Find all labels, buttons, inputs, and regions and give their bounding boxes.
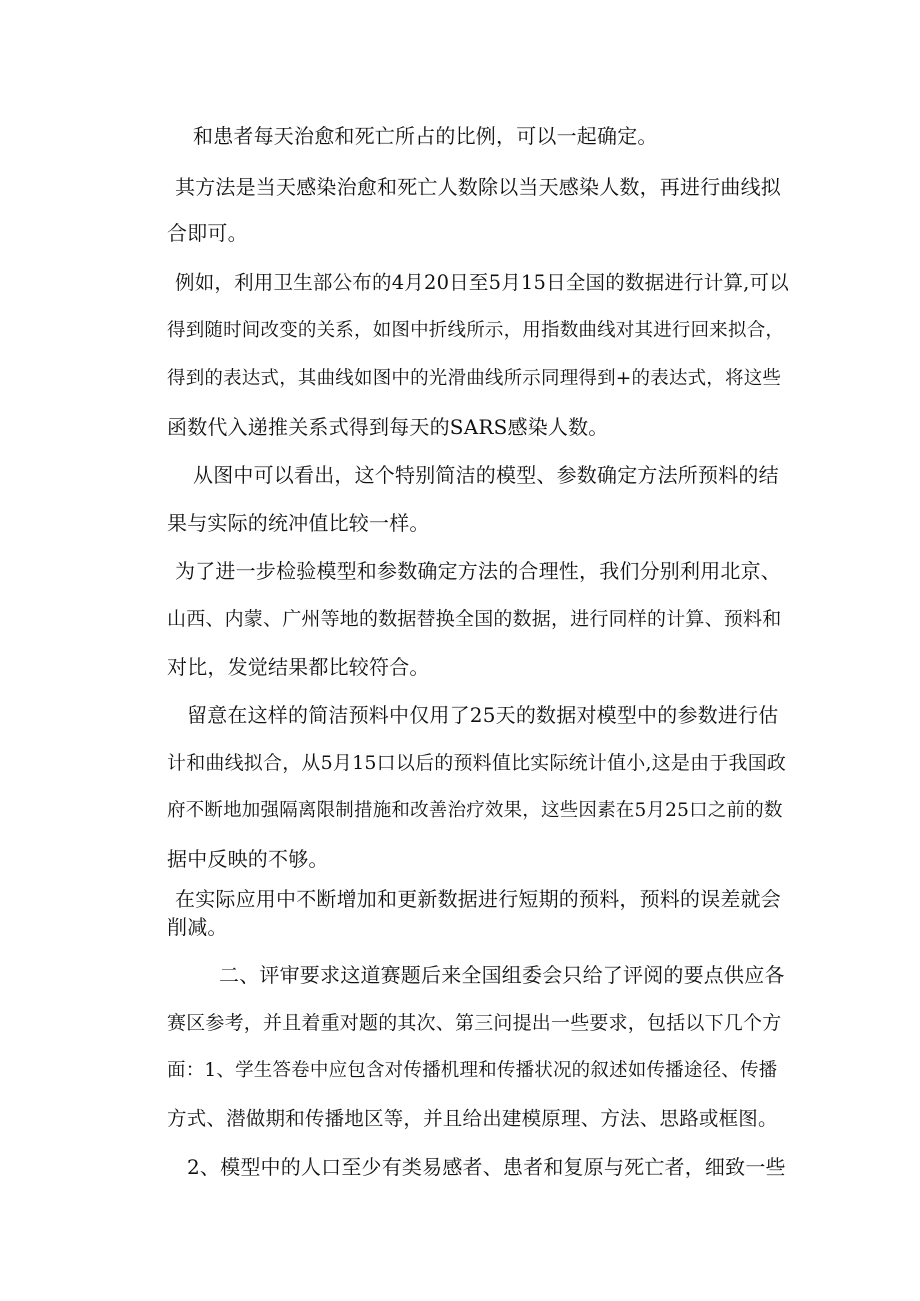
paragraph-3-line-0: 从图中可以看出，这个特别简洁的模型、参数确定方法所预料的结 <box>193 463 779 487</box>
paragraph-4-line-1: 山西、内蒙、广州等地的数据替换全国的数据，进行同样的计算、预料和 <box>167 608 782 630</box>
paragraph-5-line-2: 府不断地加强隔离限制措施和改善治疗效果，这些因素在5月25口之前的数 <box>167 800 783 821</box>
paragraph-4-line-0: 为了进一步检验模型和参数确定方法的合理性，我们分别利用北京、 <box>175 559 781 583</box>
paragraph-2-line-1: 得到随时间改变的关系，如图中折线所示，用指数曲线对其进行回来拟合， <box>167 320 785 341</box>
paragraph-7-line-1: 赛区参考，并且着重对题的其次、第三问提出一些要求，包括以下几个方 <box>167 1012 782 1034</box>
paragraph-7-line-2: 面：1、学生答卷中应包含对传播机理和传播状况的叙述如传播途径、传播 <box>167 1060 778 1081</box>
paragraph-5-line-1: 计和曲线拟合，从5月15口以后的预料值比实际统计值小,这是由于我国政 <box>167 752 787 774</box>
paragraph-6-line-1: 削减。 <box>167 915 228 939</box>
paragraph-6-line-0: 在实际应用中不断增加和更新数据进行短期的预料，预料的误差就会 <box>175 887 781 911</box>
paragraph-4-line-2: 对比，发觉结果都比较符合。 <box>167 655 430 679</box>
paragraph-2-line-0: 例如，利用卫生部公布的4月20日至5月15日全国的数据进行计算,可以 <box>175 271 789 294</box>
paragraph-1-line-1: 合即可。 <box>167 221 248 245</box>
paragraph-0-line-0: 和患者每天治愈和死亡所占的比例，可以一起确定。 <box>193 124 658 148</box>
paragraph-2-line-2: 得到的表达式，其曲线如图中的光滑曲线所示同理得到+的表达式，将这些 <box>167 368 782 389</box>
paragraph-5-line-0: 留意在这样的简洁预料中仅用了25天的数据对模型中的参数进行估 <box>187 703 779 727</box>
paragraph-8-line-0: 2、模型中的人口至少有类易感者、患者和复原与死亡者，细致一些 <box>187 1155 786 1179</box>
paragraph-1-line-0: 其方法是当天感染治愈和死亡人数除以当天感染人数，再进行曲线拟 <box>175 175 781 199</box>
paragraph-5-line-3: 据中反映的不够。 <box>167 847 329 871</box>
paragraph-2-line-3: 函数代入递推关系式得到每天的SARS感染人数。 <box>167 415 609 439</box>
paragraph-7-line-0: 二、评审要求这道赛题后来全国组委会只给了评阅的要点供应各 <box>219 963 785 987</box>
paragraph-7-line-3: 方式、潜做期和传播地区等，并且给出建模原理、方法、思路或框图。 <box>167 1107 778 1130</box>
paragraph-3-line-1: 果与实际的统冲值比较一样。 <box>167 511 430 535</box>
